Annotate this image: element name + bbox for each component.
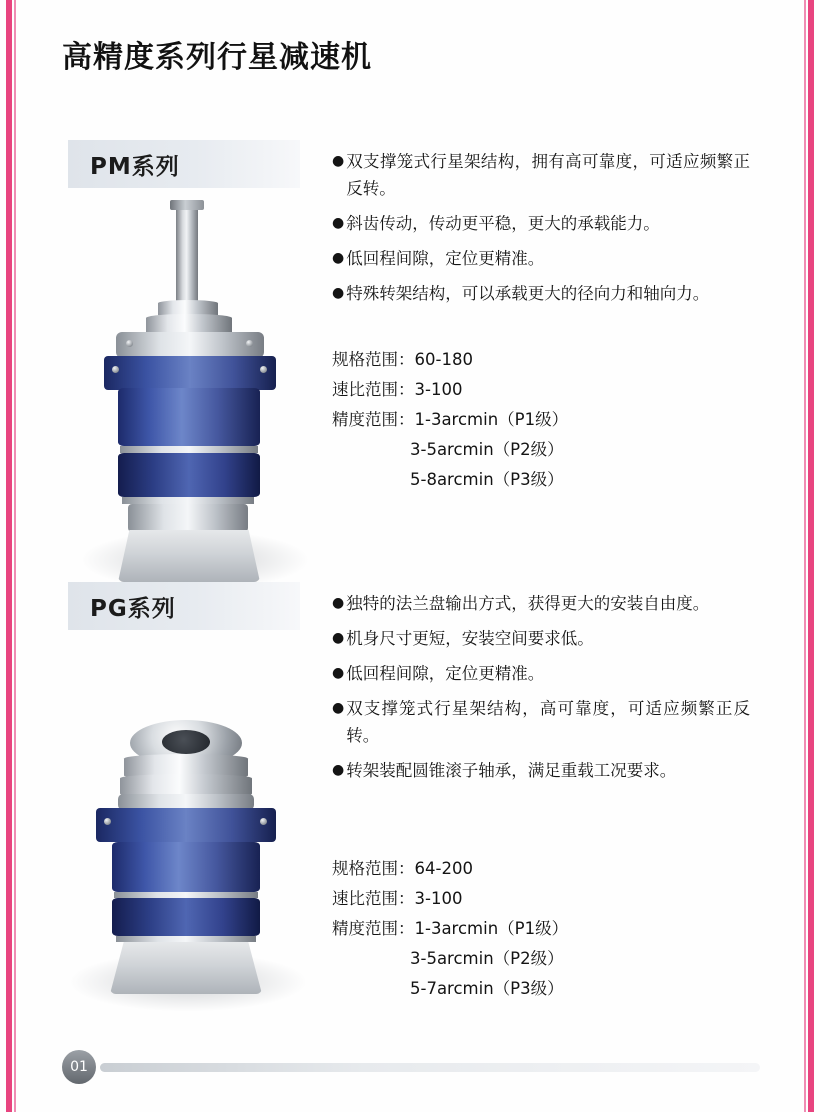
- bullet-dot-icon: ●: [332, 215, 345, 231]
- spec-ratio-range: 速比范围：3-100: [332, 380, 463, 399]
- bullet-dot-icon: ●: [332, 250, 345, 266]
- bullet-dot-icon: ●: [332, 153, 345, 169]
- spec-list-pm: [332, 345, 752, 495]
- page-footer: [0, 1050, 820, 1090]
- gearbox-housing-lower: [118, 453, 260, 497]
- bullet-dot-icon: ●: [332, 285, 345, 301]
- feature-item: [332, 210, 750, 237]
- spec-size-range: 规格范围：60-180: [332, 350, 473, 369]
- feature-text: 机身尺寸更短，安装空间要求低。: [346, 629, 594, 648]
- product-image-pm: [70, 200, 320, 620]
- gearbox-housing-upper: [112, 842, 260, 892]
- spec-precision-range: 精度范围：1-3arcmin（P1级）: [332, 919, 569, 938]
- flange-bolt: [126, 340, 133, 347]
- feature-text: 低回程间隙，定位更精准。: [346, 664, 545, 683]
- feature-list-pg: [332, 590, 750, 792]
- shaft-cap: [170, 200, 204, 210]
- series-badge-pm: [68, 140, 300, 188]
- spec-ratio-range: 速比范围：3-100: [332, 889, 463, 908]
- spec-precision-range: 精度范围：1-3arcmin（P1级）: [332, 410, 569, 429]
- flange-bolt: [112, 366, 119, 373]
- spec-precision-p2: 3-5arcmin（P2级）: [410, 949, 564, 968]
- feature-text: 双支撑笼式行星架结构，高可靠度，可适应频繁正反转。: [346, 699, 750, 745]
- feature-text: 斜齿传动，传动更平稳，更大的承载能力。: [346, 214, 660, 233]
- spec-precision-p3: 5-8arcmin（P3级）: [410, 470, 564, 489]
- housing-seam: [120, 446, 258, 453]
- rear-adaptor: [128, 504, 248, 532]
- output-flange-plate: [116, 332, 264, 358]
- feature-text: 独特的法兰盘输出方式，获得更大的安装自由度。: [346, 594, 710, 613]
- feature-text: 双支撑笼式行星架结构，拥有高可靠度，可适应频繁正反转。: [346, 152, 750, 198]
- output-shaft: [176, 206, 198, 302]
- series-badge-label: PM系列: [90, 153, 180, 180]
- page-title: 高精度系列行星减速机: [62, 40, 372, 75]
- mounting-flange: [104, 356, 276, 390]
- feature-item: [332, 695, 750, 749]
- feature-text: 低回程间隙，定位更精准。: [346, 249, 545, 268]
- spec-list-pg: [332, 854, 752, 1004]
- output-hub-bore: [162, 730, 210, 754]
- footer-bar: [100, 1063, 760, 1072]
- feature-text: 特殊转架结构，可以承载更大的径向力和轴向力。: [346, 284, 710, 303]
- feature-item: [332, 280, 750, 307]
- housing-seam: [116, 936, 256, 942]
- motor-mount-base: [118, 530, 260, 582]
- bullet-dot-icon: ●: [332, 700, 345, 716]
- feature-item: [332, 245, 750, 272]
- mounting-flange: [96, 808, 276, 842]
- page-number-badge: 01: [62, 1050, 96, 1084]
- spec-precision-p2: 3-5arcmin（P2级）: [410, 440, 564, 459]
- feature-item: [332, 757, 750, 784]
- feature-item: [332, 590, 750, 617]
- bullet-dot-icon: ●: [332, 630, 345, 646]
- series-badge-pg: [68, 582, 300, 630]
- feature-item: [332, 148, 750, 202]
- flange-bolt: [260, 366, 267, 373]
- bullet-dot-icon: ●: [332, 762, 345, 778]
- spec-size-range: 规格范围：64-200: [332, 859, 473, 878]
- series-badge-label: PG系列: [90, 595, 176, 622]
- flange-bolt: [260, 818, 267, 825]
- bullet-dot-icon: ●: [332, 665, 345, 681]
- right-pink-rail: [808, 0, 814, 1112]
- motor-mount-base: [110, 942, 262, 994]
- flange-bolt: [246, 340, 253, 347]
- flange-bolt: [104, 818, 111, 825]
- feature-item: [332, 625, 750, 652]
- gearbox-housing-lower: [112, 898, 260, 936]
- left-pink-rail-inner: [14, 0, 16, 1112]
- housing-seam: [122, 497, 254, 504]
- spec-precision-p3: 5-7arcmin（P3级）: [410, 979, 564, 998]
- bullet-dot-icon: ●: [332, 595, 345, 611]
- left-pink-rail: [6, 0, 12, 1112]
- feature-list-pm: [332, 148, 750, 315]
- right-pink-rail-inner: [804, 0, 806, 1112]
- feature-text: 转架装配圆锥滚子轴承，满足重载工况要求。: [346, 761, 677, 780]
- feature-item: [332, 660, 750, 687]
- product-image-pg: [58, 702, 318, 1032]
- gearbox-housing-upper: [118, 388, 260, 446]
